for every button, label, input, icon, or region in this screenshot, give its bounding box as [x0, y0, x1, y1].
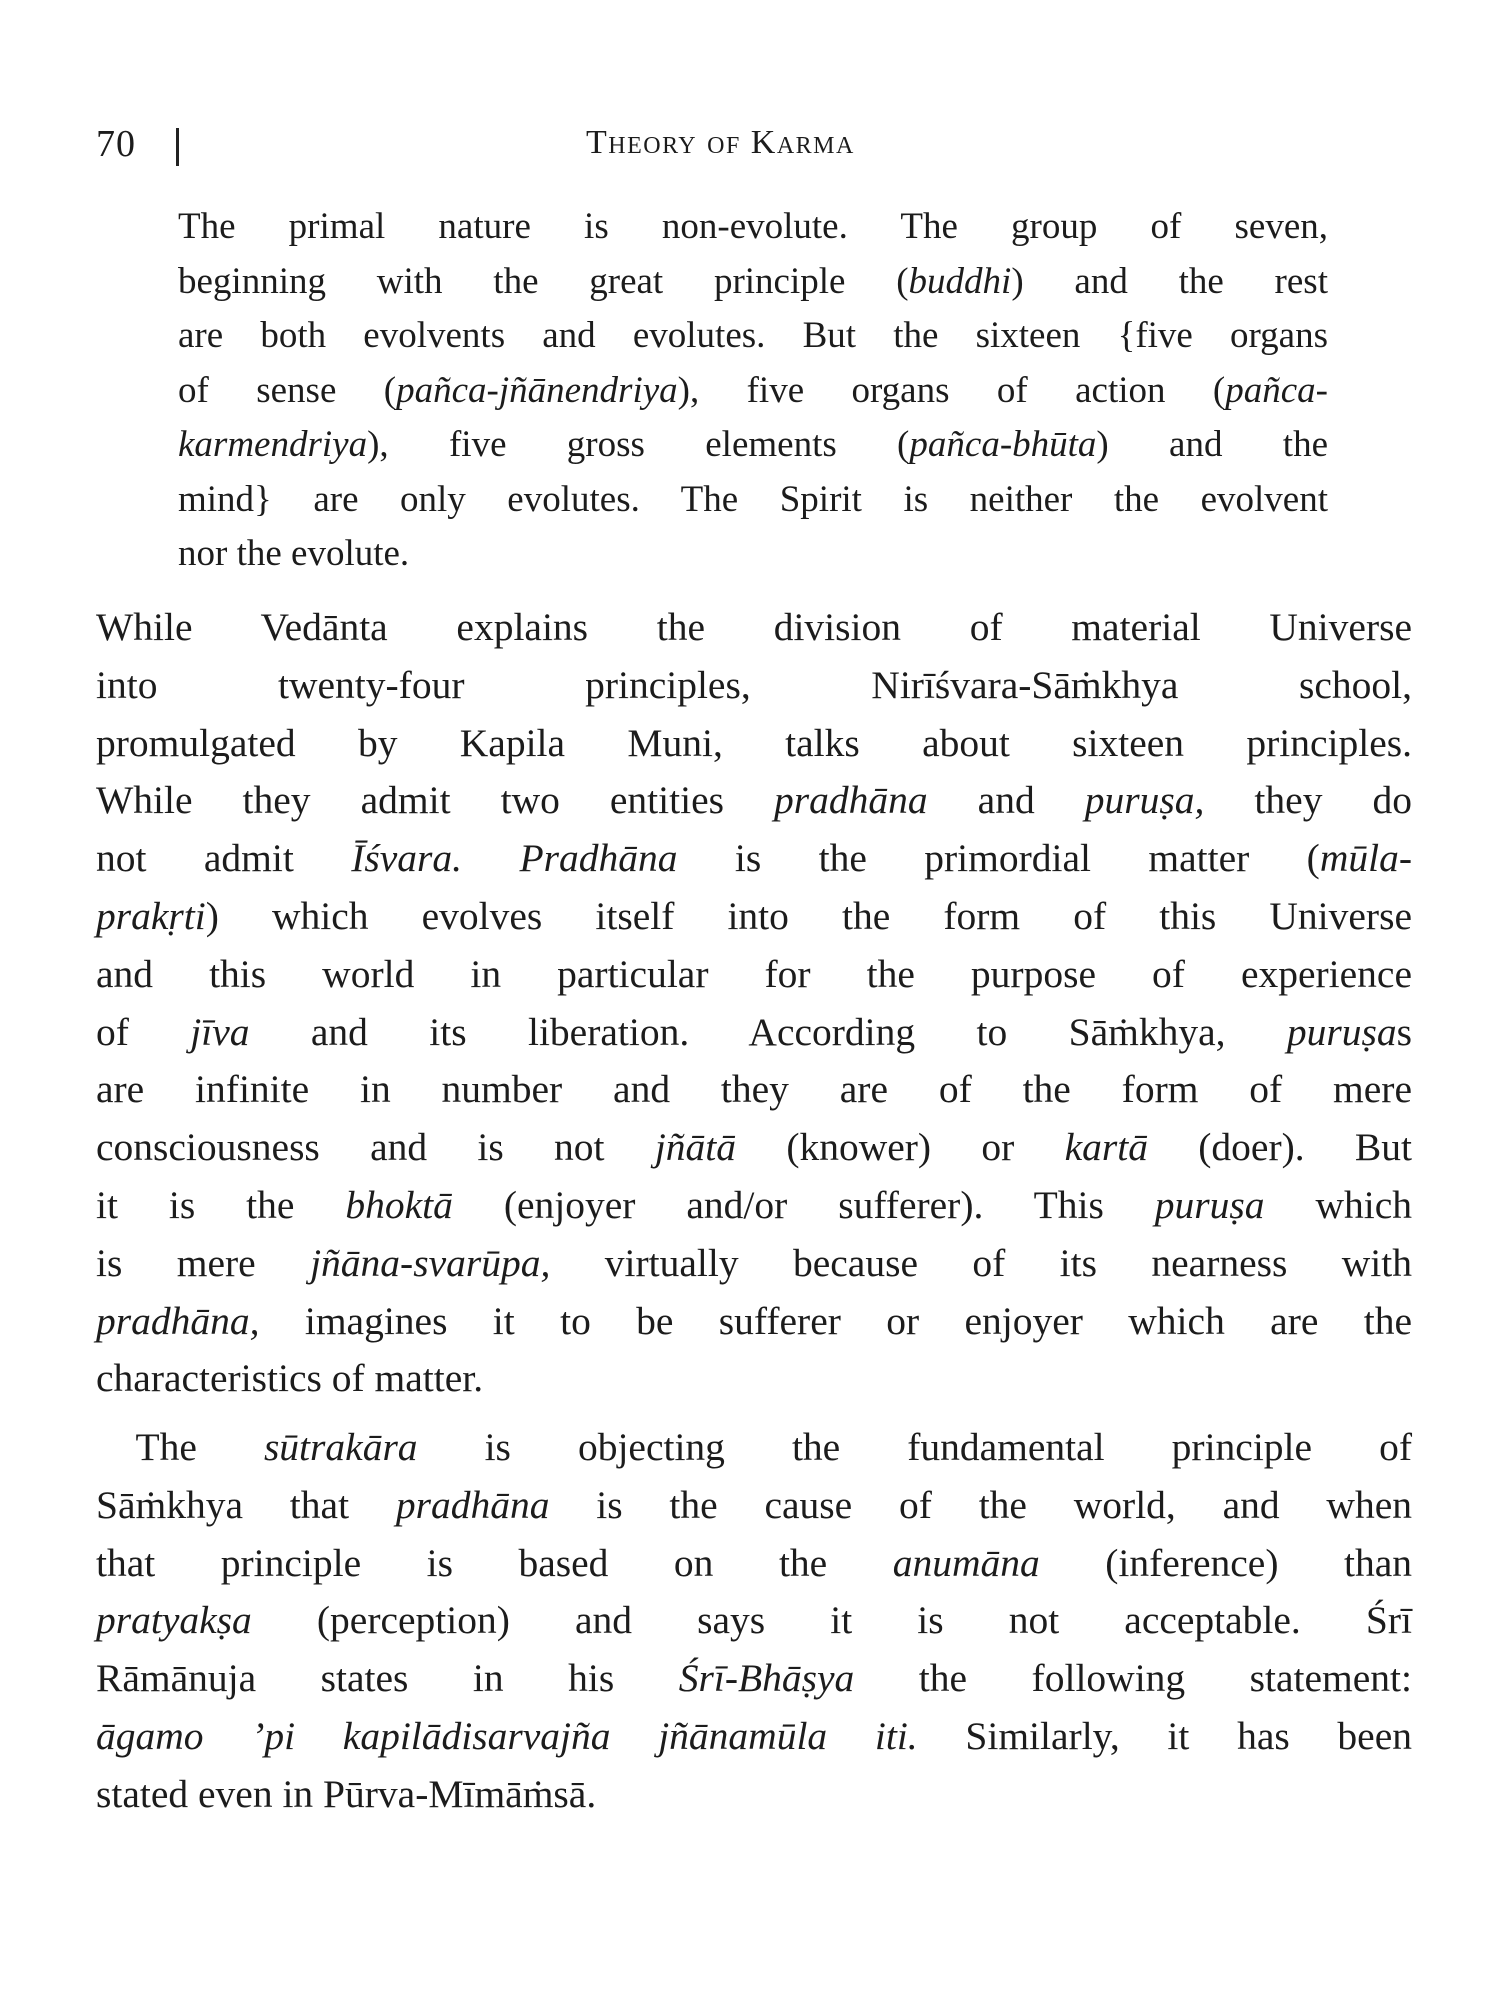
text-line: not admit Īśvara. Pradhāna is the primordial matter (mūla-	[96, 836, 1412, 881]
text-line: The primal nature is non-evolute. The group of seven,	[178, 206, 1328, 247]
text-line: that principle is based on the anumāna (inference) than	[96, 1540, 1412, 1585]
italic-term: bhoktā	[345, 1182, 453, 1227]
italic-term: puruṣa	[1154, 1182, 1265, 1227]
text-line: While they admit two entities pradhāna and puruṣa, they do	[96, 778, 1412, 823]
italic-term: buddhi	[908, 260, 1012, 302]
italic-term: anumāna	[892, 1540, 1040, 1585]
italic-term: Śrī-Bhāṣya	[678, 1656, 855, 1701]
italic-term: āgamo ’pi kapilādisarvajña jñānamūla iti.	[96, 1713, 918, 1758]
italic-term: puruṣa	[1286, 1009, 1397, 1054]
text-line: are both evolvents and evolutes. But the sixteen {five organs	[178, 315, 1328, 356]
body-paragraph-1	[96, 599, 1412, 1408]
text-line: pratyakṣa (perception) and says it is not acceptable. Śrī	[96, 1598, 1412, 1643]
italic-term: mūla-	[1319, 836, 1412, 881]
italic-term: kartā	[1064, 1125, 1148, 1170]
text-line: are infinite in number and they are of the form of mere	[96, 1067, 1412, 1112]
text-line: is mere jñāna-svarūpa, virtually because of its nearness with	[96, 1240, 1412, 1285]
header-divider	[176, 128, 179, 166]
text-line: and this world in particular for the purpose of experience	[96, 951, 1412, 996]
text-line: The sūtrakāra is objecting the fundamental principle of	[96, 1425, 1412, 1469]
italic-term: pañca-jñānendriya	[396, 369, 678, 411]
text-line: Rāmānuja states in his Śrī-Bhāṣya the following statement:	[96, 1656, 1413, 1701]
running-title: Theory of Karma	[586, 124, 855, 161]
italic-term: pratyakṣa	[96, 1598, 252, 1643]
text-line: stated even in Pūrva-Mīmāṁsā.	[96, 1771, 597, 1816]
italic-term: Īśvara. Pradhāna	[351, 836, 678, 881]
text-line: beginning with the great principle (buddhi) and the rest	[178, 260, 1328, 302]
text-line: While Vedānta explains the division of material Universe	[96, 605, 1412, 649]
italic-term: pradhāna,	[96, 1298, 260, 1343]
text-line: of jīva and its liberation. According to Sāṁkhya, puruṣas	[96, 1009, 1412, 1054]
text-line: Sāṁkhya that pradhāna is the cause of the world, and when	[96, 1482, 1412, 1527]
text-line: of sense (pañca-jñānendriya), five organs of action (pañca-	[178, 369, 1328, 411]
text-line: characteristics of matter.	[96, 1356, 484, 1401]
block-quote	[178, 200, 1328, 582]
page-number: 70	[96, 123, 136, 165]
italic-term: jñāna-svarūpa,	[310, 1240, 551, 1285]
page-header	[96, 122, 1416, 182]
text-line: consciousness and is not jñātā (knower) or kartā (doer). But	[96, 1125, 1412, 1170]
text-line: karmendriya), five gross elements (pañca-bhūta) and the	[178, 424, 1328, 465]
italic-term: pradhāna	[774, 778, 928, 823]
text-line: mind} are only evolutes. The Spirit is neither the evolvent	[178, 478, 1328, 520]
body-paragraph-2	[96, 1419, 1412, 1824]
italic-term: puruṣa,	[1084, 778, 1205, 823]
text-line: promulgated by Kapila Muni, talks about sixteen principles.	[96, 720, 1412, 765]
text-line: prakṛti) which evolves itself into the form of this Universe	[96, 893, 1412, 938]
text-line: āgamo ’pi kapilādisarvajña jñānamūla iti. Similarly, it has been	[96, 1713, 1412, 1758]
text-line: nor the evolute.	[178, 533, 410, 574]
text-line: it is the bhoktā (enjoyer and/or sufferer). This puruṣa which	[96, 1182, 1412, 1227]
italic-term: pañca-	[1225, 369, 1328, 411]
italic-term: pradhāna	[395, 1482, 550, 1527]
italic-term: karmendriya	[178, 424, 368, 465]
text-line: pradhāna, imagines it to be sufferer or enjoyer which are the	[96, 1298, 1412, 1343]
italic-term: pañca-bhūta	[909, 424, 1097, 465]
italic-term: jīva	[190, 1009, 250, 1054]
italic-term: prakṛti	[96, 893, 206, 938]
italic-term: jñātā	[654, 1125, 737, 1170]
italic-term: sūtrakāra	[263, 1425, 418, 1469]
text-line: into twenty-four principles, Nirīśvara-Sāṁkhya school,	[96, 662, 1412, 707]
